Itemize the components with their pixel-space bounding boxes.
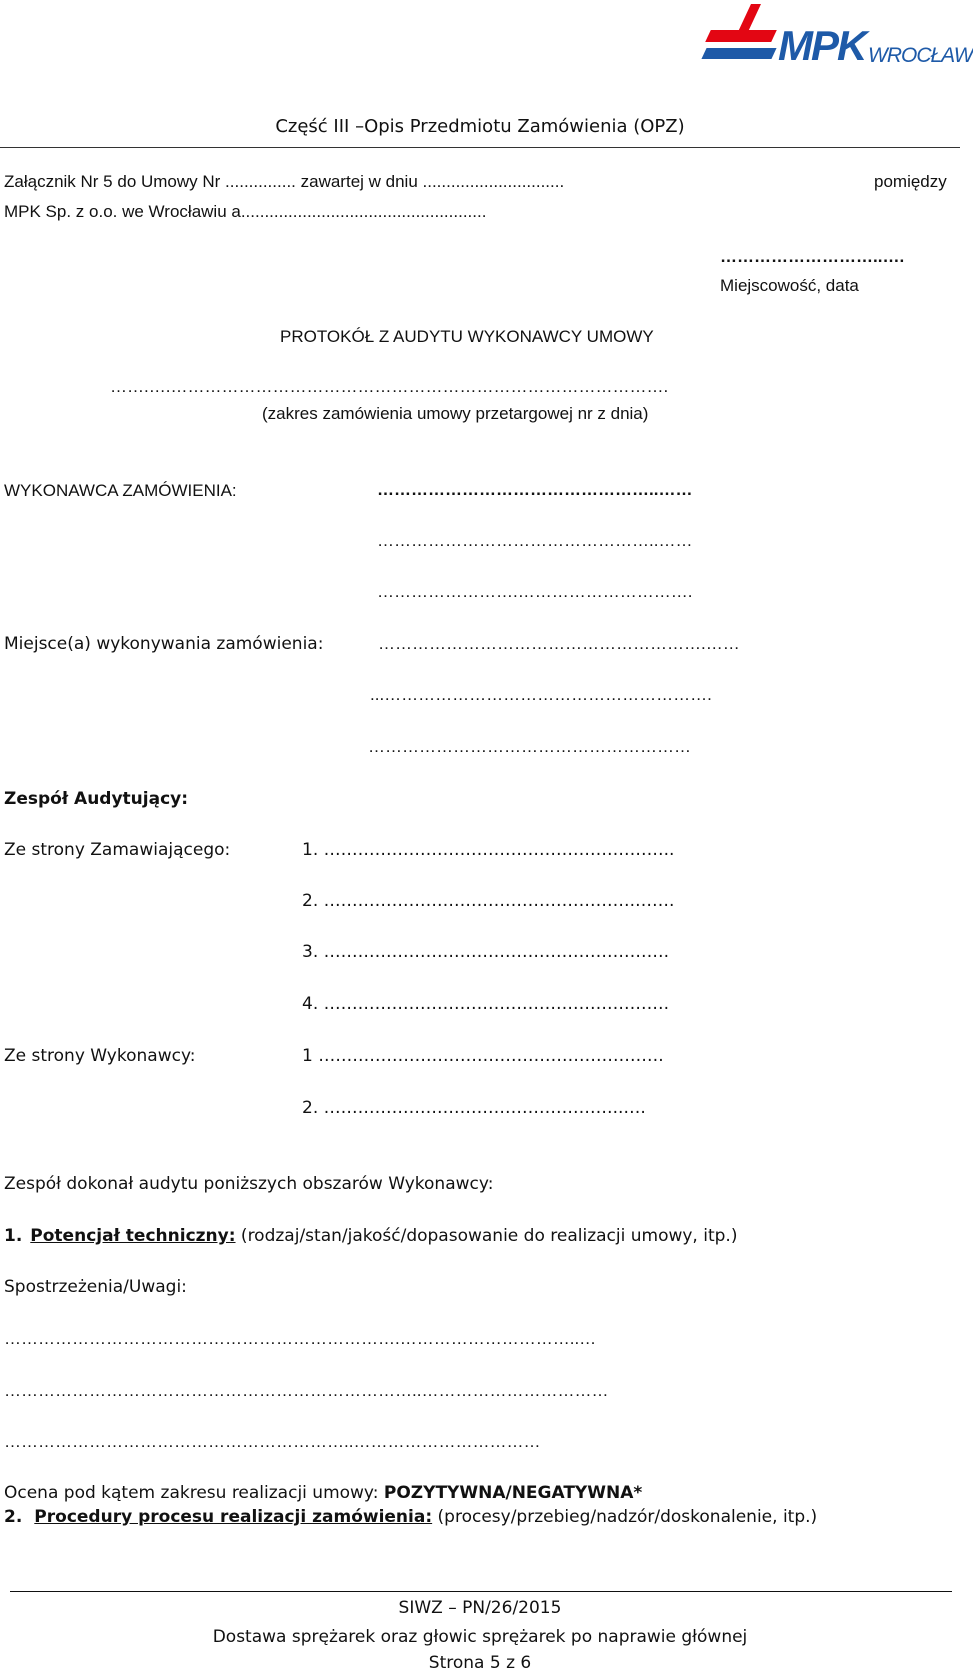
section-1-heading bbox=[4, 1226, 737, 1246]
remark-line-3: ……………………………………………………..…………………………… bbox=[4, 1432, 541, 1451]
footer-rule bbox=[10, 1591, 952, 1592]
scope-dots: …….….……………………………………………………………………………. bbox=[110, 377, 669, 396]
contractor-line-2: …………………………………………..…… bbox=[377, 531, 693, 550]
mpk-wroclaw-logo bbox=[708, 4, 973, 74]
contractor-member-1: 1 ……………………………………………………. bbox=[302, 1046, 664, 1066]
place-line-1: ………………………………………………….…… bbox=[378, 634, 740, 653]
remarks-label: Spostrzeżenia/Uwagi: bbox=[4, 1277, 187, 1297]
footer-ref: SIWZ – PN/26/2015 bbox=[398, 1598, 562, 1618]
place-date-label: Miejscowość, data bbox=[720, 276, 859, 295]
section-2-heading bbox=[4, 1507, 817, 1527]
intro-line1-right: pomiędzy bbox=[874, 172, 947, 191]
ordering-member-4: 4. ……………………………………………………. bbox=[302, 994, 670, 1014]
ordering-member-1: 1. …………………………………………………….. bbox=[302, 840, 675, 860]
assessment-label: Ocena pod kątem zakresu realizacji umowy: bbox=[4, 1483, 384, 1503]
section-1-description: (rodzaj/stan/jakość/dopasowanie do realizacji umowy, itp.) bbox=[235, 1226, 738, 1246]
place-line-2: ...…………………………………………………. bbox=[370, 685, 712, 704]
ordering-member-3: 3. ……………………………………………………. bbox=[302, 942, 670, 962]
intro-line2: MPK Sp. z o.o. we Wrocławiu a.................................................... bbox=[4, 202, 487, 221]
logo-text-wroclaw: WROCŁAW bbox=[868, 44, 973, 67]
section-1-title: Potencjał techniczny: bbox=[30, 1226, 236, 1246]
ordering-member-2: 2. ……………………………………………….……. bbox=[302, 891, 675, 911]
remark-line-2: ………………………………………………………………..…………………………… bbox=[4, 1381, 609, 1400]
scope-label: (zakres zamówienia umowy przetargowej nr z dnia) bbox=[262, 404, 649, 423]
place-date-dots: ………………………..…. bbox=[720, 247, 905, 266]
intro-line1: Załącznik Nr 5 do Umowy Nr ............... zawartej w dniu .............................. bbox=[4, 172, 565, 191]
footer-subject: Dostawa sprężarek oraz głowic sprężarek po naprawie głównej bbox=[212, 1627, 748, 1647]
section-2-number: 2. bbox=[4, 1507, 23, 1527]
logo-text-mpk: MPK bbox=[778, 22, 866, 69]
assessment-line bbox=[4, 1483, 642, 1503]
ordering-party-label: Ze strony Zamawiającego: bbox=[4, 840, 231, 860]
header-rule bbox=[0, 147, 960, 148]
contractor-member-2: 2. ……………………………………………..…. bbox=[302, 1098, 646, 1118]
section-2-description: (procesy/przebieg/nadzór/doskonalenie, itp.) bbox=[432, 1507, 818, 1527]
areas-intro: Zespół dokonał audytu poniższych obszarów Wykonawcy: bbox=[4, 1174, 494, 1194]
place-line-3: ………………………………………………… bbox=[368, 737, 691, 756]
contractor-line-1: …………………………………………..…… bbox=[377, 480, 693, 499]
footer-page: Strona 5 z 6 bbox=[428, 1653, 532, 1673]
contractor-label: WYKONAWCA ZAMÓWIENIA: bbox=[4, 481, 237, 500]
section-2-title: Procedury procesu realizacji zamówienia: bbox=[34, 1507, 433, 1527]
assessment-value: POZYTYWNA/NEGATYWNA* bbox=[383, 1483, 643, 1503]
header-title: Część III –Opis Przedmiotu Zamówienia (OPZ) bbox=[275, 116, 685, 137]
section-1-number: 1. bbox=[4, 1226, 23, 1246]
protocol-title: PROTOKÓŁ Z AUDYTU WYKONAWCY UMOWY bbox=[280, 327, 654, 346]
contractor-line-3: …………………….…………………………. bbox=[377, 582, 693, 601]
remark-line-1: …………………………………………………………….…………………………..… bbox=[4, 1329, 597, 1348]
team-label: Zespół Audytujący: bbox=[4, 789, 189, 809]
contractor-party-label: Ze strony Wykonawcy: bbox=[4, 1046, 196, 1066]
place-label: Miejsce(a) wykonywania zamówienia: bbox=[4, 634, 324, 654]
